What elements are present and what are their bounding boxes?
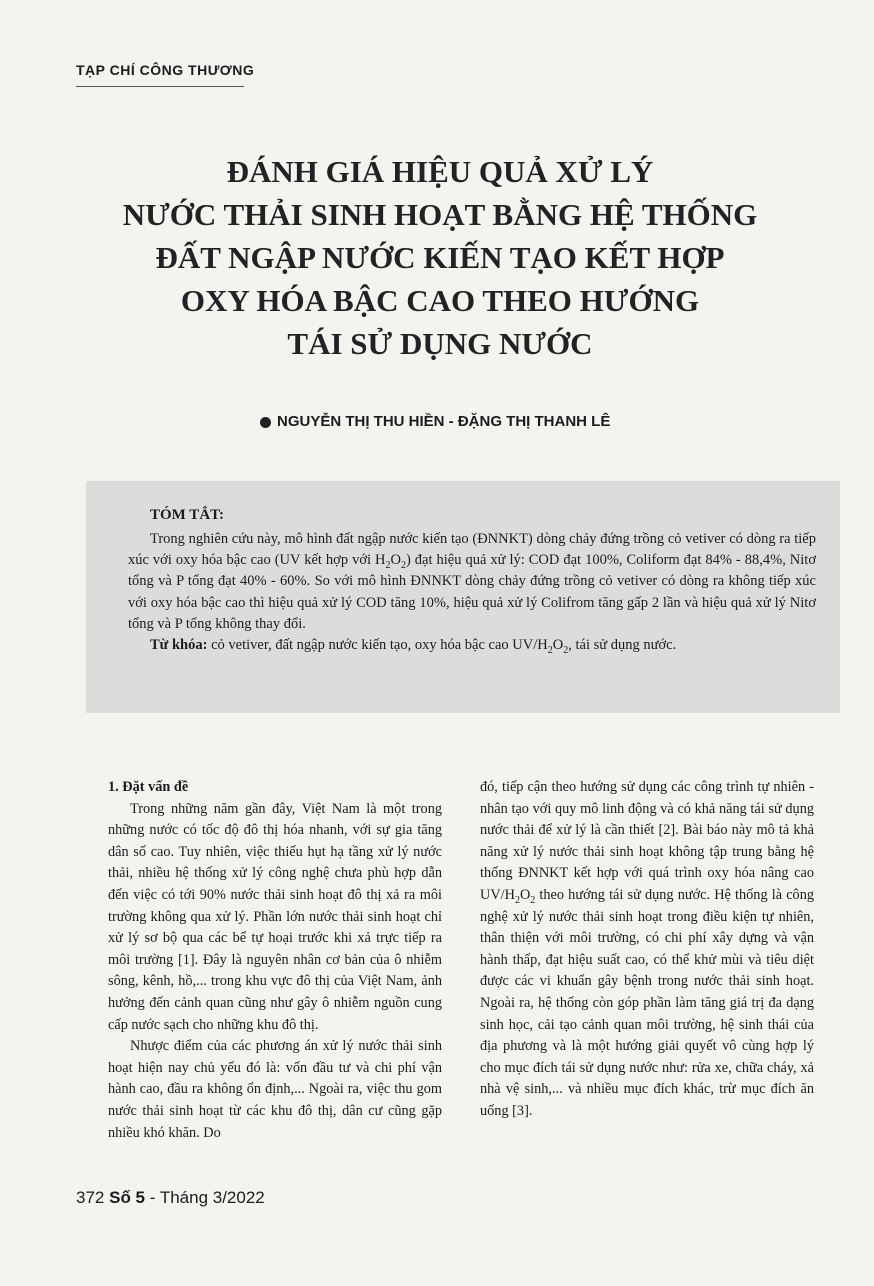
article-title	[80, 150, 800, 365]
body-paragraph: Nhược điểm của các phương án xử lý nước thải sinh hoạt hiện nay chủ yếu đó là: vốn đầu tư và chi phí vận hành cao, đầu ra không ổn định,... Ngoài ra, việc thu gom nước thải sinh hoạt từ các khu đô thị, dân cư cũng gặp nhiều khó khăn. Do	[108, 1038, 442, 1141]
issue-number: Số 5	[109, 1188, 146, 1207]
header-rule	[76, 86, 244, 87]
author-line	[260, 413, 780, 430]
body-paragraph: Trong những năm gần đây, Việt Nam là một trong những nước có tốc độ đô thị hóa nhanh, với sự gia tăng dân số cao. Tuy nhiên, việc thiếu hụt hạ tầng xử lý nước thải, nhiều hệ thống xử lý công nghệ chưa phù hợp dẫn đến việc có tới 90% nước thải sinh hoạt đô thị xả ra môi trường không qua xử lý. Phần lớn nước thải sinh hoạt chỉ xử lý sơ bộ qua các bể tự hoại trước khi xả trực tiếp ra môi trường [1]. Đây là nguyên nhân cơ bản của ô nhiễm sông, kênh, hồ,... trong khu vực đô thị của Việt Nam, ảnh hưởng đến cảnh quan cũng như gây ô nhiễm nguồn cung cấp nước sạch cho những khu đô thị.	[108, 800, 442, 1033]
body-paragraph: đó, tiếp cận theo hướng sử dụng các công trình tự nhiên - nhân tạo với quy mô linh động và có khả năng tái sử dụng nước thải để xử lý là cần thiết [2]. Bài báo này mô tả khả năng xử lý nước thải sinh hoạt không tập trung bằng hệ thống ĐNNKT kết hợp với quá trình oxy hóa nâng cao $UV/H_2O_2$ theo hướng tái sử dụng nước. Hệ thống là công nghệ xử lý nước thải sinh hoạt trong điều kiện tự nhiên, thân thiện với môi trường, có chi phí xây dựng và vận hành thấp, đạt hiệu suất cao, có thể khử mùi và tiêu diệt được các vi khuẩn gây bệnh trong nước thải sinh hoạt. Ngoài ra, hệ thống còn góp phần làm tăng giá trị đa dạng sinh học, cải tạo cảnh quan môi trường, hệ sinh thái của địa phương và là một hướng giải quyết vô cùng hợp lý cho mục đích tái sử dụng nước như: rửa xe, chữa cháy, xả nhà vệ sinh,... và nhiều mục đích khác, trừ mục đích ăn uống [3].	[480, 779, 814, 1119]
title-line: NƯỚC THẢI SINH HOẠT BẰNG HỆ THỐNG	[122, 197, 758, 232]
bullet-icon	[260, 417, 271, 428]
section-heading: 1. Đặt vấn đề	[108, 779, 189, 795]
abstract-paragraph: Trong nghiên cứu này, mô hình đất ngập nước kiến tạo (ĐNNKT) dòng chảy đứng trồng cỏ vetiver có dòng ra tiếp xúc với oxy hóa bậc cao (UV kết hợp với $H_2O_2$) đạt hiệu quả xử lý: COD đạt 100%, Coliform đạt 84% - 88,4%, Nitơ tổng và P tổng đạt 40% - 60%. So với mô hình ĐNNKT dòng chảy đứng trồng cỏ vetiver có dòng ra không tiếp xúc với oxy hóa bậc cao thì hiệu quả xử lý COD tăng 10%, hiệu quả xử lý Colifrom tăng gấp 2 lần và hiệu quả xử lý Nitơ tổng và P tổng không thay đổi.	[128, 531, 817, 632]
abstract-heading: TÓM TẮT:	[150, 507, 225, 523]
title-line: OXY HÓA BẬC CAO THEO HƯỚNG	[180, 283, 700, 318]
issue-date: - Tháng 3/2022	[145, 1188, 265, 1207]
title-line: TÁI SỬ DỤNG NƯỚC	[287, 326, 593, 361]
body-column-left	[108, 777, 442, 1144]
journal-name: TẠP CHÍ CÔNG THƯƠNG	[76, 62, 255, 78]
keywords-label: Từ khóa:	[150, 637, 208, 654]
authors: NGUYỄN THỊ THU HIỀN - ĐẶNG THỊ THANH LÊ	[277, 413, 611, 430]
title-line: ĐẤT NGẬP NƯỚC KIẾN TẠO KẾT HỢP	[155, 240, 725, 275]
keywords: Từ khóa: cỏ vetiver, đất ngập nước kiến tạo, oxy hóa bậc cao $UV/H_2O_2$, tái sử dụng nước.	[150, 637, 677, 656]
page-number: 372	[76, 1188, 105, 1207]
page-footer	[76, 1188, 265, 1208]
title-line: ĐÁNH GIÁ HIỆU QUẢ XỬ LÝ	[226, 154, 654, 189]
body-column-right	[480, 777, 814, 1123]
abstract-text	[128, 529, 816, 656]
